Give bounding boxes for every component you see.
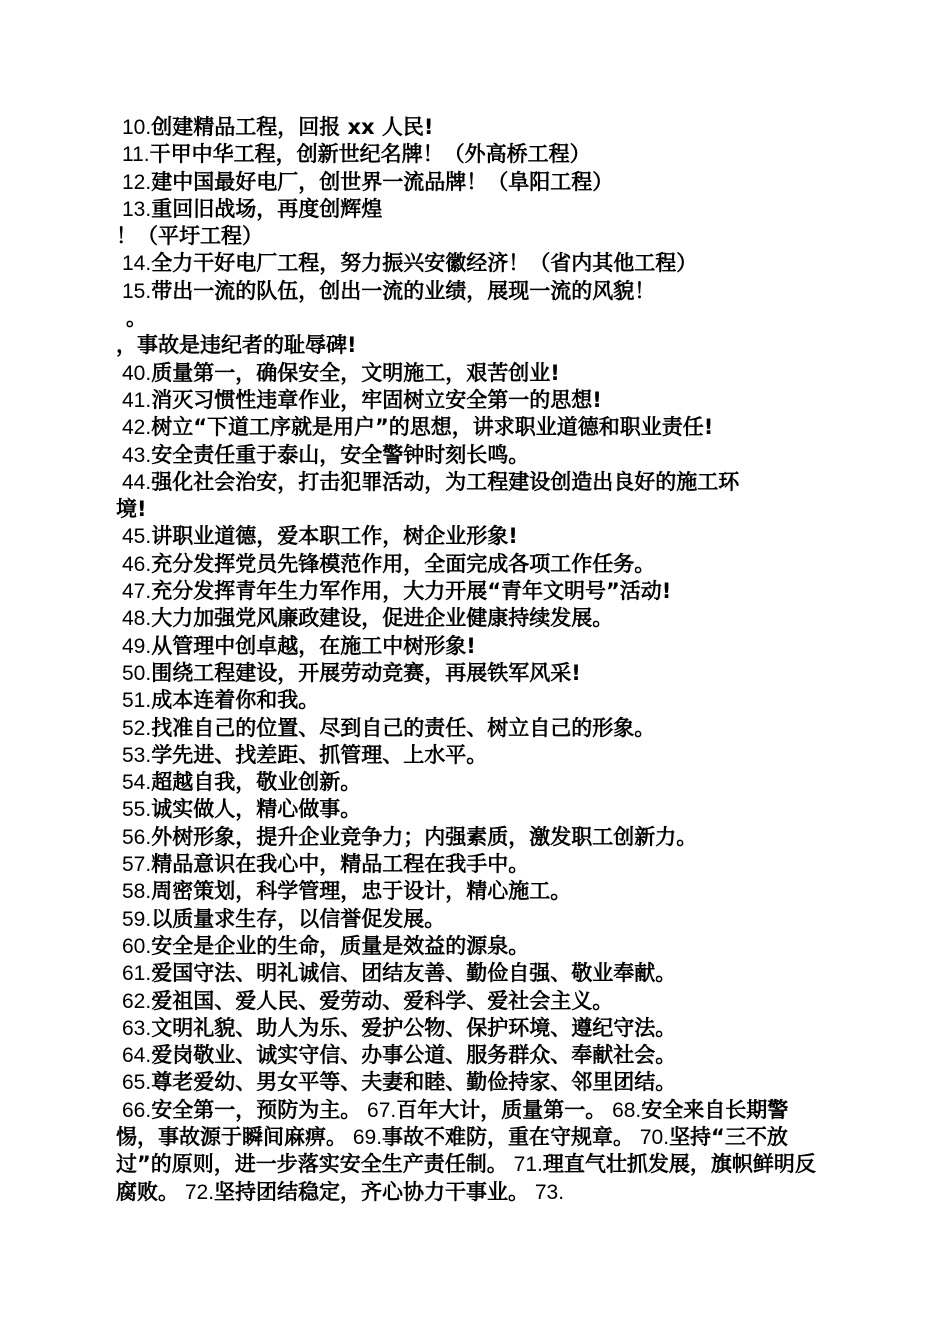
slogan-line — [116, 742, 836, 769]
slogan-line — [116, 687, 836, 714]
slogan-line — [116, 469, 836, 496]
slogan-number: 73. — [529, 1180, 565, 1204]
slogan-number: 54. — [122, 771, 152, 795]
slogan-line — [116, 442, 836, 469]
slogan-line — [116, 960, 836, 987]
slogan-line — [116, 360, 836, 387]
slogan-text: 精品意识在我心中，精品工程在我手中。 — [151, 852, 530, 877]
slogan-text: ，事故是违纪者的耻辱碑! — [116, 333, 357, 358]
slogan-text: 境! — [116, 497, 147, 522]
slogan-line — [116, 769, 836, 796]
slogan-text: 创建精品工程，回报 xx 人民! — [151, 115, 434, 139]
slogan-number: 12. — [122, 170, 152, 194]
slogan-number: 68. — [606, 1098, 642, 1122]
slogan-text: 树立“下道工序就是用户”的思想，讲求职业道德和职业责任! — [151, 415, 714, 440]
document-body — [116, 114, 836, 1206]
slogan-number: 43. — [122, 443, 152, 467]
slogan-text: 事故不难防，重在守规章。 — [382, 1124, 635, 1149]
slogan-text: 爱国守法、明礼诚信、团结友善、勤俭自强、敬业奉献。 — [151, 961, 677, 986]
slogan-line — [116, 496, 836, 523]
slogan-line — [116, 551, 836, 578]
slogan-paragraph — [116, 1097, 828, 1206]
slogan-text: 建中国最好电厂，创世界一流品牌！（阜阳工程） — [151, 169, 614, 194]
slogan-text: 带出一流的队伍，创出一流的业绩，展现一流的风貌！ — [151, 278, 656, 303]
slogan-line — [116, 715, 836, 742]
slogan-line — [116, 660, 836, 687]
slogan-text: 找准自己的位置、尽到自己的责任、树立自己的形象。 — [151, 715, 656, 740]
slogan-number: 64. — [122, 1044, 152, 1068]
slogan-number: 47. — [122, 580, 152, 604]
slogan-text: 尊老爱幼、男女平等、夫妻和睦、勤俭持家、邻里团结。 — [151, 1070, 677, 1095]
slogan-line — [116, 1042, 836, 1069]
slogan-text: 坚持团结稳定，齐心协力干事业。 — [214, 1179, 530, 1204]
slogan-line — [116, 906, 836, 933]
slogan-line — [116, 933, 836, 960]
slogan-text: 干甲中华工程，创新世纪名牌！（外高桥工程） — [149, 142, 591, 167]
slogan-line — [116, 605, 836, 632]
slogan-text: 安全责任重于泰山，安全警钟时刻长鸣。 — [151, 442, 530, 467]
slogan-number: 48. — [122, 607, 152, 631]
slogan-number: 62. — [122, 989, 152, 1013]
slogan-text: 以质量求生存，以信誉促发展。 — [151, 906, 446, 931]
slogan-number: 52. — [122, 716, 152, 740]
slogan-number: 58. — [122, 880, 152, 904]
slogan-number: 63. — [122, 1016, 152, 1040]
slogan-number: 15. — [122, 279, 152, 303]
slogan-line — [116, 578, 836, 605]
slogan-text: 理直气壮抓发展，旗帜鲜明反腐败。 — [116, 1152, 816, 1204]
slogan-number: 67. — [361, 1098, 397, 1122]
slogan-line — [116, 305, 836, 332]
slogan-number: 60. — [122, 934, 152, 958]
slogan-line — [116, 414, 836, 441]
slogan-line — [116, 169, 836, 196]
slogan-text: 爱祖国、爱人民、爱劳动、爱科学、爱社会主义。 — [151, 988, 614, 1013]
slogan-text: 消灭习惯性违章作业，牢固树立安全第一的思想! — [151, 387, 602, 412]
slogan-text: 围绕工程建设，开展劳动竞赛，再展铁军风采! — [151, 660, 581, 685]
slogan-text: 周密策划，科学管理，忠于设计，精心施工。 — [151, 879, 572, 904]
slogan-number: 46. — [122, 552, 152, 576]
slogan-text: 充分发挥党员先锋模范作用，全面完成各项工作任务。 — [151, 551, 656, 576]
slogan-line — [116, 988, 836, 1015]
slogan-number: 55. — [122, 798, 152, 822]
slogan-number: 42. — [122, 416, 152, 440]
slogan-text: 。 — [126, 306, 147, 331]
slogan-number: 13. — [122, 197, 152, 221]
slogan-text: 安全第一，预防为主。 — [151, 1097, 362, 1122]
slogan-text: 安全是企业的生命，质量是效益的源泉。 — [151, 933, 530, 958]
slogan-line — [116, 633, 836, 660]
slogan-number: 71. — [507, 1153, 543, 1177]
slogan-text: 强化社会治安，打击犯罪活动，为工程建设创造出良好的施工环 — [151, 469, 740, 494]
slogan-text: 超越自我，敬业创新。 — [151, 770, 362, 795]
slogan-line — [116, 114, 836, 141]
slogan-number: 49. — [122, 634, 152, 658]
slogan-text: 坚持“三不放过”的原则，进一步落实安全生产责任制。 — [116, 1124, 788, 1177]
slogan-line — [116, 796, 836, 823]
slogan-number: 69. — [347, 1125, 383, 1149]
slogan-line — [116, 1069, 836, 1096]
slogan-number: 10. — [122, 116, 152, 139]
slogan-number: 45. — [122, 525, 152, 549]
slogan-text: 质量第一，确保安全，文明施工，艰苦创业! — [151, 360, 560, 385]
slogan-number: 59. — [122, 907, 152, 931]
slogan-number: 40. — [122, 361, 152, 385]
slogan-number: 56. — [122, 825, 152, 849]
slogan-line — [116, 1015, 836, 1042]
slogan-number: 57. — [122, 853, 152, 877]
slogan-line — [116, 824, 836, 851]
slogan-text: 从管理中创卓越，在施工中树形象! — [151, 633, 476, 658]
slogan-number: 61. — [122, 962, 152, 986]
slogan-text: 外树形象，提升企业竞争力；内强素质，激发职工创新力。 — [151, 824, 698, 849]
slogan-text: ！（平圩工程） — [116, 224, 263, 249]
slogan-line — [116, 523, 836, 550]
slogan-line — [116, 332, 836, 359]
slogan-line — [116, 196, 836, 223]
slogan-line — [116, 851, 836, 878]
slogan-number: 66. — [122, 1098, 152, 1122]
slogan-line — [116, 141, 836, 168]
slogan-text: 充分发挥青年生力军作用，大力开展“青年文明号”活动! — [151, 579, 672, 604]
slogan-text: 学先进、找差距、抓管理、上水平。 — [151, 742, 488, 767]
slogan-line — [116, 223, 836, 250]
slogan-number: 65. — [122, 1071, 152, 1095]
slogan-text: 文明礼貌、助人为乐、爱护公物、保护环境、遵纪守法。 — [151, 1015, 677, 1040]
slogan-number: 51. — [122, 689, 152, 713]
slogan-number: 53. — [122, 743, 152, 767]
slogan-text: 讲职业道德，爱本职工作，树企业形象! — [151, 524, 518, 549]
slogan-line — [116, 387, 836, 414]
slogan-number: 50. — [122, 661, 152, 685]
slogan-number: 11. — [122, 143, 150, 167]
slogan-text: 成本连着你和我。 — [151, 688, 320, 713]
slogan-text: 爱岗敬业、诚实守信、办事公道、服务群众、奉献社会。 — [151, 1043, 677, 1068]
slogan-number: 41. — [122, 388, 152, 412]
slogan-line — [116, 250, 836, 277]
slogan-text: 百年大计，质量第一。 — [396, 1097, 607, 1122]
slogan-text: 重回旧战场，再度创辉煌 — [151, 196, 383, 221]
slogan-line — [116, 278, 836, 305]
slogan-number: 14. — [122, 252, 152, 276]
slogan-line — [116, 878, 836, 905]
slogan-text: 全力干好电厂工程，努力振兴安徽经济！（省内其他工程） — [151, 251, 698, 276]
slogan-number: 72. — [179, 1180, 215, 1204]
slogan-text: 大力加强党风廉政建设，促进企业健康持续发展。 — [151, 606, 614, 631]
slogan-number: 70. — [634, 1125, 670, 1149]
slogan-text: 诚实做人，精心做事。 — [151, 797, 362, 822]
slogan-text: 安全来自长期警惕，事故源于瞬间麻痹。 — [116, 1097, 789, 1149]
slogan-number: 44. — [122, 470, 152, 494]
